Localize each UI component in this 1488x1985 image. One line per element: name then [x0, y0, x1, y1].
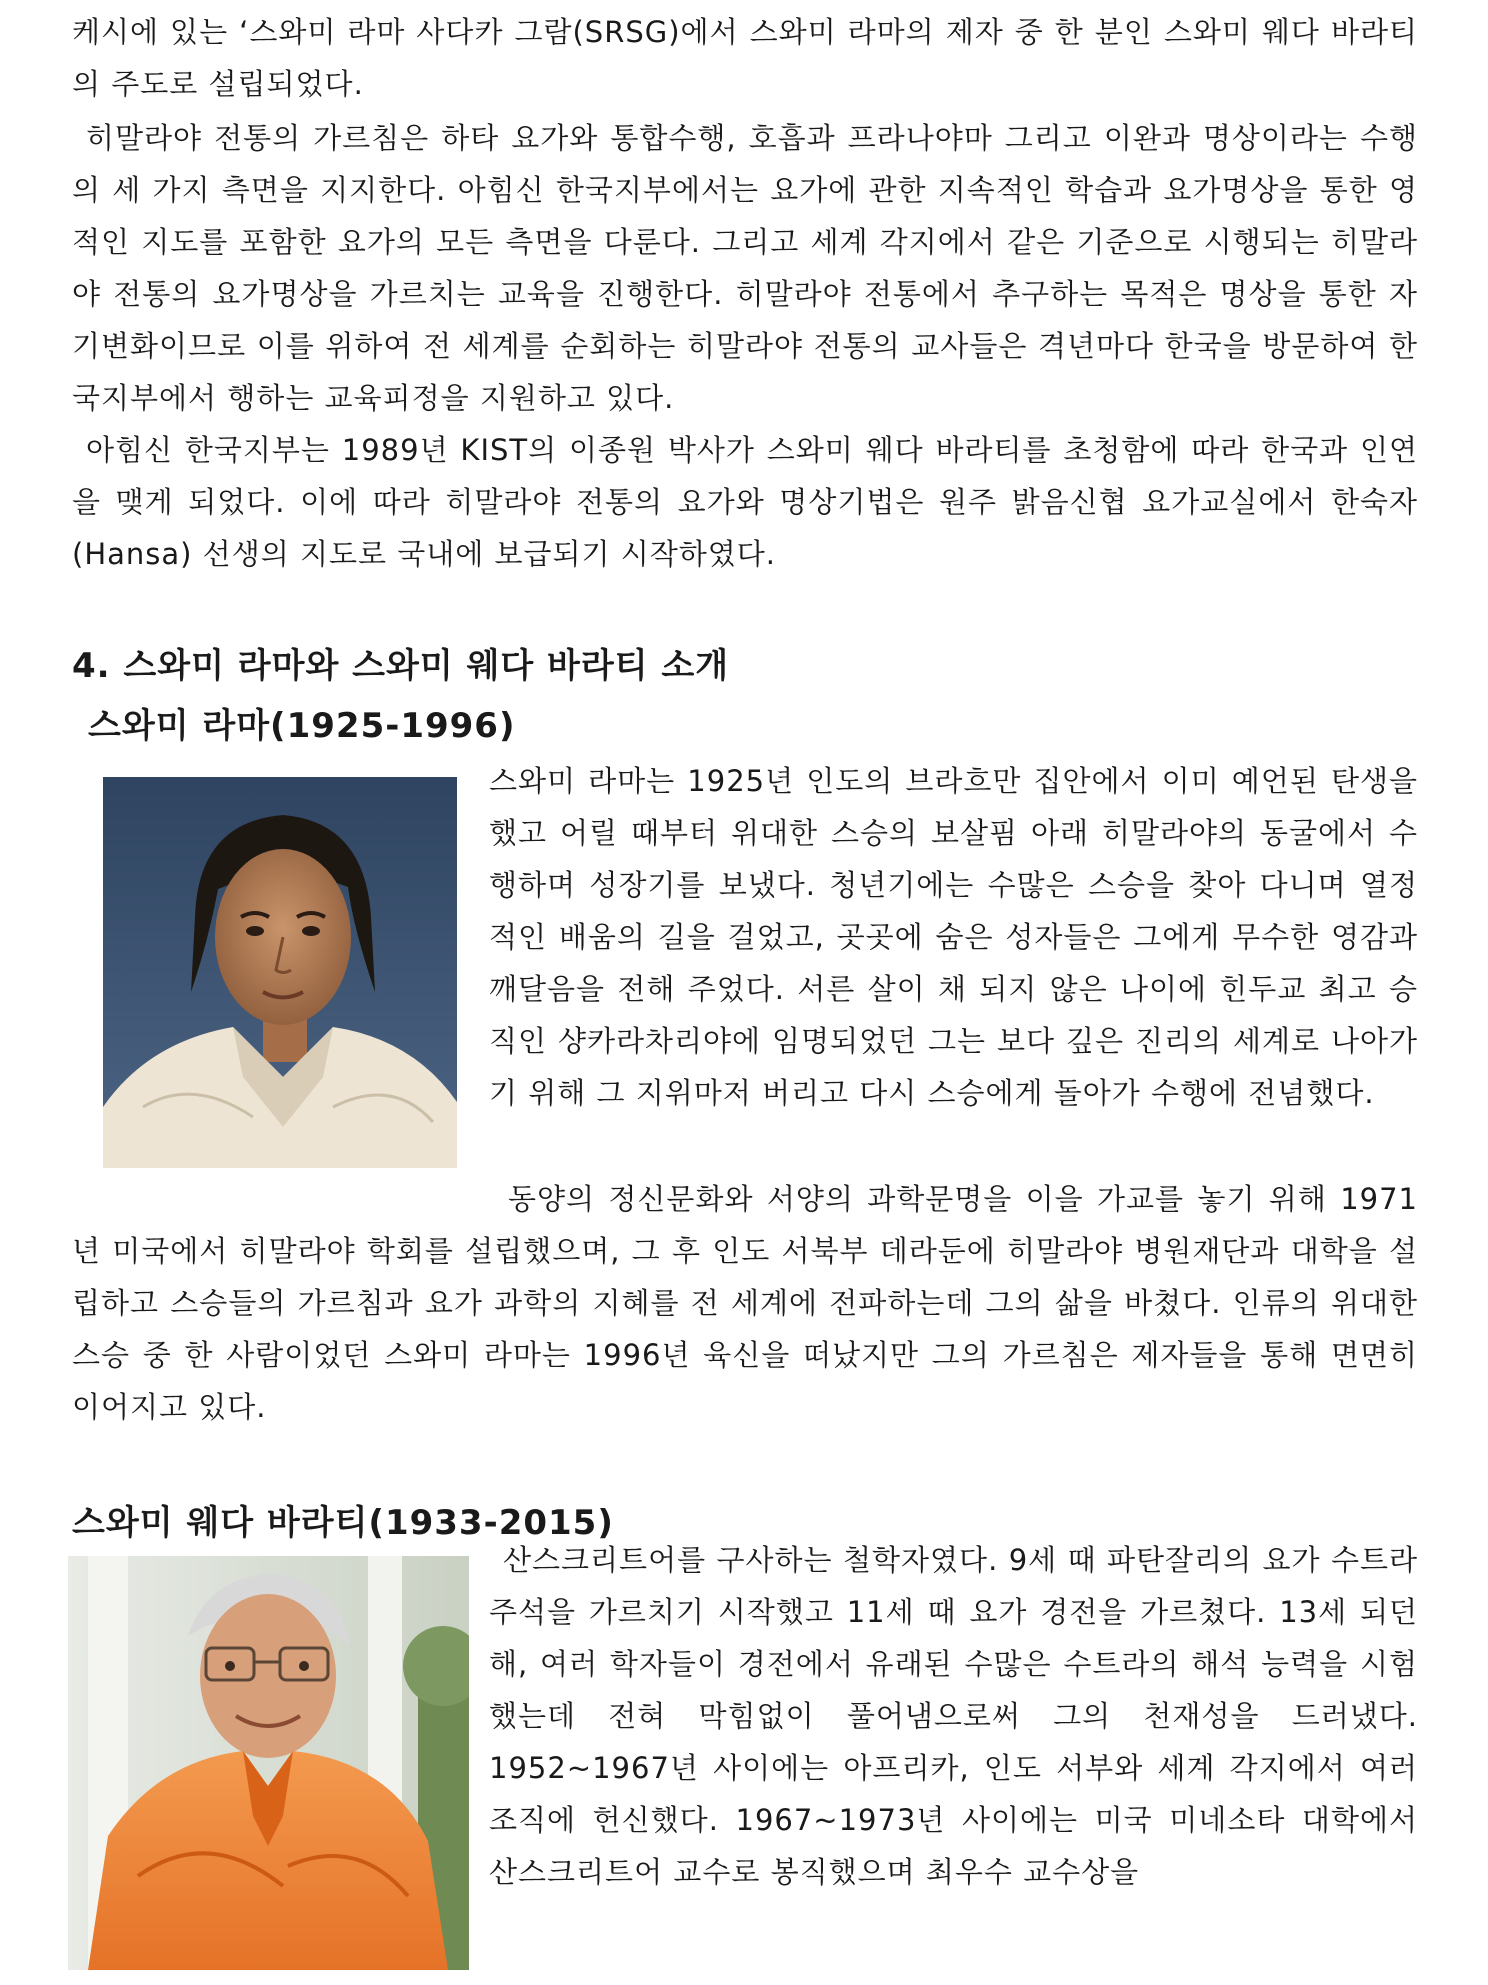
swami-rama-text-1: 스와미 라마는 1925년 인도의 브라흐만 집안에서 이미 예언된 탄생을 했고 어릴 때부터 위대한 스승의 보살핌 아래 히말라야의 동굴에서 수행하며 성장기를 보냈다. 청년기에는 수많은 스승을 찾아 다니며 열정적인 배움의 길을 걸었고, 곳곳에 숨은 성자들은 그에게 무수한 영감과 깨달음을 전해 주었다. 서른 살이 채 되지 않은 나이에 힌두교 최고 승직인 샹카라차리야에 임명되었던 그는 보다 깊은 진리의 세계로 나아가기 위해 그 지위마저 버리고 다시 스승에게 돌아가 수행에 전념했다. [489, 764, 1418, 1110]
swami-veda-text: 산스크리트어를 구사하는 철학자였다. 9세 때 파탄잘리의 요가 수트라 주석을 가르치기 시작했고 11세 때 요가 경전을 가르쳤다. 13세 되던 해, 여러 학자들이 경전에서 유래된 수많은 수트라의 해석 능력을 시험했는데 전혀 막힘없이 풀어냄으로써 그의 천재성을 드러냈다. 1952~1967년 사이에는 아프리카, 인도 서부와 세계 각지에서 여러 조직에 헌신했다. 1967~1973년 사이에는 미국 미네소타 대학에서 산스크리트어 교수로 봉직했으며 최우수 교수상을 [489, 1543, 1418, 1889]
portrait-swami-veda-bharati-icon [68, 1556, 469, 1970]
swami-rama-text-2: 동양의 정신문화와 서양의 과학문명을 이을 가교를 놓기 위해 1971년 미국에서 히말라야 학회를 설립했으며, 그 후 인도 서북부 데라둔에 히말라야 병원재단과 대학을 설립하고 스승들의 가르침과 요가 과학의 지혜를 전 세계에 전파하는데 그의 삶을 바쳤다. 인류의 위대한 스승 중 한 사람이었던 스와미 라마는 1996년 육신을 떠났지만 그의 가르침은 제자들을 통해 면면히 이어지고 있다. [72, 1182, 1418, 1424]
section-4-heading: 4. 스와미 라마와 스와미 웨다 바라티 소개 [72, 646, 730, 686]
swami-veda-photo [68, 1556, 469, 1970]
intro-paragraph-2: 히말라야 전통의 가르침은 하타 요가와 통합수행, 호흡과 프라나야마 그리고 이완과 명상이라는 수행의 세 가지 측면을 지지한다. 아힘신 한국지부에서는 요가에 관한 지속적인 학습과 요가명상을 통한 영적인 지도를 포함한 요가의 모든 측면을 다룬다. 그리고 세계 각지에서 같은 기준으로 시행되는 히말라야 전통의 요가명상을 가르치는 교육을 진행한다. 히말라야 전통에서 추구하는 목적은 명상을 통한 자기변화이므로 이를 위하여 전 세계를 순회하는 히말라야 전통의 교사들은 격년마다 한국을 방문하여 한국지부에서 행하는 교육피정을 지원하고 있다. [72, 121, 1418, 415]
swami-rama-heading: 스와미 라마(1925-1996) [88, 706, 516, 746]
swami-veda-heading: 스와미 웨다 바라티(1933-2015) [72, 1503, 614, 1543]
swami-rama-photo [103, 777, 457, 1168]
intro-paragraph-1: 케시에 있는 ‘스와미 라마 사다카 그람(SRSG)에서 스와미 라마의 제자 중 한 분인 스와미 웨다 바라티의 주도로 설립되었다. [72, 15, 1418, 101]
portrait-swami-rama-icon [103, 777, 457, 1168]
intro-paragraph-3: 아힘신 한국지부는 1989년 KIST의 이종원 박사가 스와미 웨다 바라티를 초청함에 따라 한국과 인연을 맺게 되었다. 이에 따라 히말라야 전통의 요가와 명상기법은 원주 밝음신협 요가교실에서 한숙자(Hansa) 선생의 지도로 국내에 보급되기 시작하였다. [72, 433, 1418, 571]
